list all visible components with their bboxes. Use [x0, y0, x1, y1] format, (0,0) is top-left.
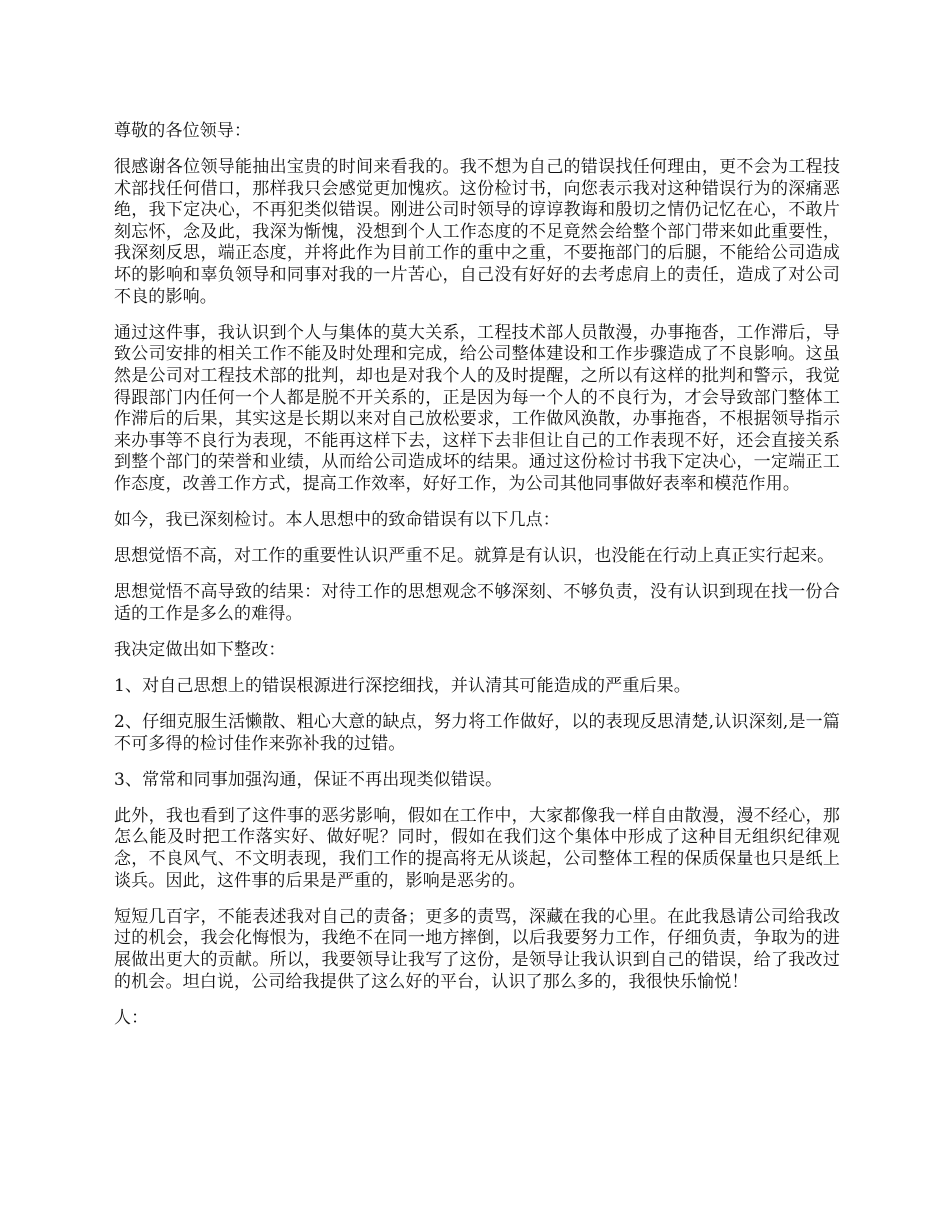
list-item-rectification-3: 3、常常和同事加强沟通，保证不再出现类似错误。 — [114, 769, 503, 790]
paragraph-error-1: 思想觉悟不高，对工作的重要性认识严重不足。就算是有认识，也没能在行动上真正实行起来。 — [114, 546, 835, 567]
list-item-rectification-1: 1、对自己思想上的错误根源进行深挖细找，并认清其可能造成的严重后果。 — [114, 675, 691, 696]
paragraph-reflection: 通过这件事，我认识到个人与集体的莫大关系，工程技术部人员散漫，办事拖沓，工作滞后，导致公司安排的相关工作不能及时处理和完成，给公司整体建设和工作步骤造成了不良影响。这虽然是公司对工程技术部的批判，却也是对我个人的及时提醒，之所以有这样的批判和警示，我觉得跟部门内任何一个人都是脱不开关系的，正是因为每一个人的不良行为，才会导致部门整体工作滞后的后果，其实这是长期以来对自己放松要求，工作做风涣散，办事拖沓，不根据领导指示来办事等不良行为表现，不能再这样下去，这样下去非但让自己的工作表现不好，还会直接关系到整个部门的荣誉和业绩，从而给公司造成坏的结果。通过这份检讨书我下定决心，一定端正工作态度，改善工作方式，提高工作效率，好好工作，为公司其他同事做好表率和模范作用。 — [114, 322, 840, 494]
letter-document — [114, 121, 840, 1044]
paragraph-error-2: 思想觉悟不高导致的结果：对待工作的思想观念不够深刻、不够负责，没有认识到现在找一份合适的工作是多么的难得。 — [114, 582, 840, 624]
list-item-rectification-2: 2、仔细克服生活懒散、粗心大意的缺点，努力将工作做好，以的表现反思清楚,认识深刻,是一篇不可多得的检讨佳作来弥补我的过错。 — [114, 712, 840, 754]
paragraph-errors-intro: 如今，我已深刻检讨。本人思想中的致命错误有以下几点： — [114, 510, 560, 530]
paragraph-rectification-intro: 我决定做出如下整改： — [114, 639, 286, 660]
signature-line: 人： — [114, 1007, 149, 1028]
paragraph-apology: 很感谢各位领导能抽出宝贵的时间来看我的。我不想为自己的错误找任何理由，更不会为工程技术部找任何借口，那样我只会感觉更加愧疚。这份检讨书，向您表示我对这种错误行为的深痛恶绝，我下定决心，不再犯类似错误。刚进公司时领导的谆谆教诲和殷切之情仍记忆在心，不敢片刻忘怀，念及此，我深为惭愧，没想到个人工作态度的不足竟然会给整个部门带来如此重要性，我深刻反思，端正态度，并将此作为目前工作的重中之重，不要拖部门的后腿，不能给公司造成坏的影响和辜负领导和同事对我的一片苦心，自己没有好好的去考虑肩上的责任，造成了对公司不良的影响。 — [114, 157, 840, 307]
paragraph-consequences: 此外，我也看到了这件事的恶劣影响，假如在工作中，大家都像我一样自由散漫，漫不经心，那怎么能及时把工作落实好、做好呢？同时，假如在我们这个集体中形成了这种目无组织纪律观念，不良风气、不文明表现，我们工作的提高将无从谈起，公司整体工程的保质保量也只是纸上谈兵。因此，这件事的后果是严重的，影响是恶劣的。 — [114, 805, 840, 891]
salutation: 尊敬的各位领导： — [114, 121, 252, 141]
paragraph-closing: 短短几百字，不能表述我对自己的责备；更多的责骂，深藏在我的心里。在此我恳请公司给我改过的机会，我会化悔恨为，我绝不在同一地方摔倒，以后我要努力工作，仔细负责，争取为的进展做出更大的贡献。所以，我要领导让我写了这份，是领导让我认识到自己的错误，给了我改过的机会。坦白说，公司给我提供了这么好的平台，认识了那么多的，我很快乐愉悦！ — [114, 906, 840, 992]
